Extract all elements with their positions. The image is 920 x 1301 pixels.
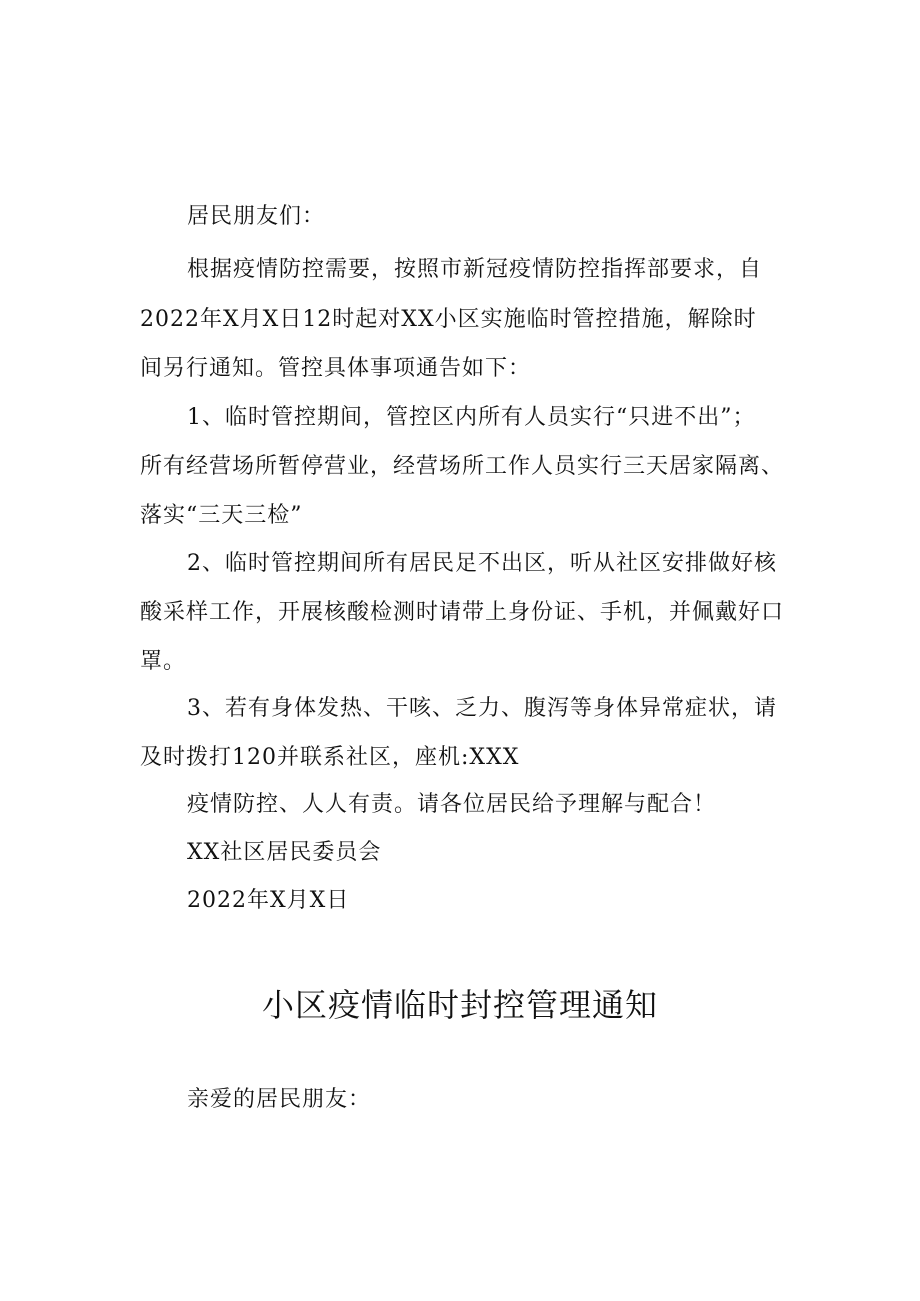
item-3-line: 及时拨打120并联系社区，座机:XXX	[140, 745, 520, 770]
item-1-line: 所有经营场所暂停营业，经营场所工作人员实行三天居家隔离、	[140, 454, 785, 479]
closing-statement: 疫情防控、人人有责。请各位居民给予理解与配合！	[187, 792, 717, 817]
intro-line: 根据疫情防控需要，按照市新冠疫情防控指挥部要求，自	[187, 257, 763, 282]
item-1-line: 1、临时管控期间，管控区内所有人员实行“只进不出”；	[187, 405, 756, 430]
greeting: 亲爱的居民朋友：	[187, 1087, 372, 1112]
intro-line: 2022年X月X日12时起对XX小区实施临时管控措施，解除时	[140, 307, 757, 332]
date: 2022年X月X日	[187, 888, 350, 913]
intro-line: 间另行通知。管控具体事项通告如下：	[140, 356, 532, 381]
greeting: 居民朋友们：	[187, 204, 326, 229]
item-1-line: 落实“三天三检”	[140, 503, 303, 528]
item-3-line: 3、若有身体发热、干咳、乏力、腹泻等身体异常症状，请	[187, 696, 777, 721]
item-2-line: 酸采样工作，开展核酸检测时请带上身份证、手机，并佩戴好口	[140, 600, 785, 625]
signature: XX社区居民委员会	[187, 840, 382, 865]
item-2-line: 2、临时管控期间所有居民足不出区，听从社区安排做好核	[187, 551, 777, 576]
item-2-line: 罩。	[140, 649, 187, 674]
page-title: 小区疫情临时封控管理通知	[261, 986, 658, 1024]
